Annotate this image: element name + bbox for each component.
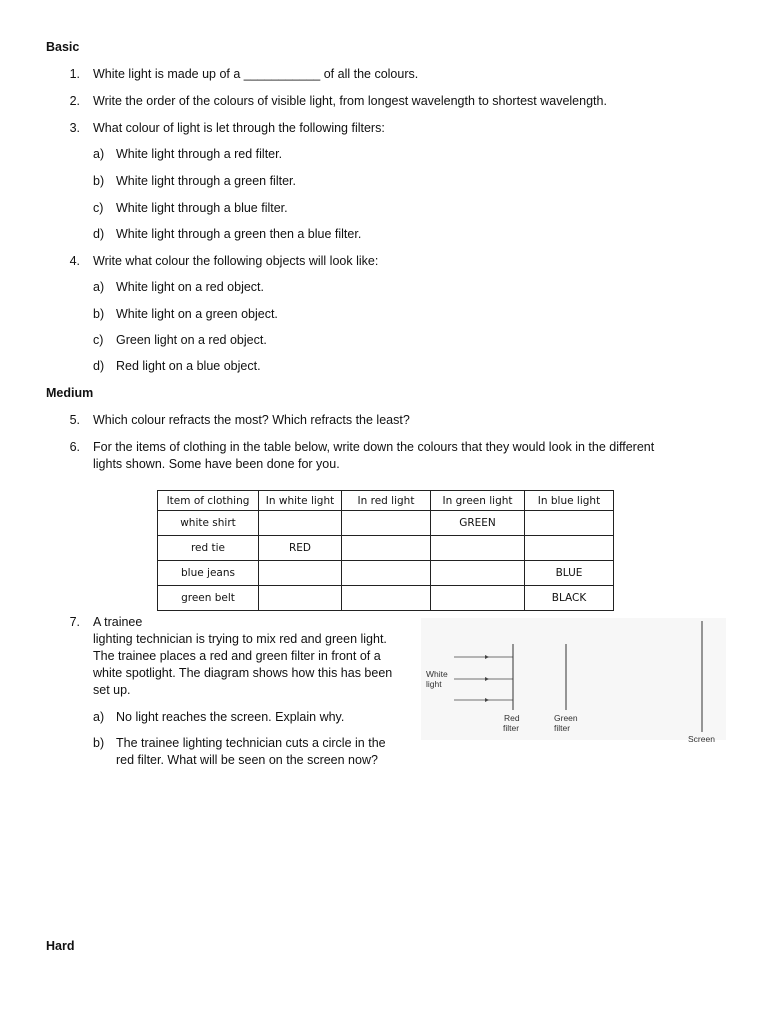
white-light-label: White xyxy=(426,669,448,679)
part-label: a) xyxy=(93,147,105,161)
green-filter-label: Green xyxy=(554,713,578,723)
table-cell: GREEN xyxy=(431,511,525,536)
question-5-text: Which colour refracts the most? Which refracts the least? xyxy=(93,413,410,427)
question-3a-text: White light through a red filter. xyxy=(116,147,283,161)
green-filter-label: filter xyxy=(554,723,571,733)
part-label: b) xyxy=(93,174,105,188)
part-label: c) xyxy=(93,333,104,347)
question-6-text-line1: For the items of clothing in the table below, write down the colours that they would look in the different xyxy=(93,440,655,454)
table-cell: BLUE xyxy=(525,561,614,586)
question-3c-text: White light through a blue filter. xyxy=(116,201,288,215)
table-cell xyxy=(342,511,431,536)
table-cell xyxy=(259,586,342,611)
table-cell: white shirt xyxy=(158,511,259,536)
question-number: 7. xyxy=(69,615,80,629)
red-filter-label: filter xyxy=(503,723,520,733)
question-7-text-line: A trainee xyxy=(93,615,143,629)
question-4c-text: Green light on a red object. xyxy=(116,333,267,347)
question-3d-text: White light through a green then a blue filter. xyxy=(116,227,362,241)
question-number: 2. xyxy=(69,94,80,108)
question-6-text-line2: lights shown. Some have been done for you. xyxy=(93,457,340,471)
table-cell xyxy=(431,536,525,561)
table-header-cell: In blue light xyxy=(525,491,614,511)
table-row xyxy=(158,586,614,611)
table-header-cell: Item of clothing xyxy=(158,491,259,511)
table-row xyxy=(158,536,614,561)
table-cell: green belt xyxy=(158,586,259,611)
part-label: d) xyxy=(93,227,105,241)
white-light-label: light xyxy=(426,679,442,689)
table-row xyxy=(158,511,614,536)
question-number: 6. xyxy=(69,440,80,454)
table-cell: BLACK xyxy=(525,586,614,611)
table-header-cell: In red light xyxy=(342,491,431,511)
question-number: 5. xyxy=(69,413,80,427)
section-heading-basic: Basic xyxy=(46,40,80,54)
table-header-row xyxy=(158,491,614,511)
table-header-cell: In green light xyxy=(431,491,525,511)
part-label: a) xyxy=(93,280,105,294)
table-cell xyxy=(525,511,614,536)
screen-label: Screen xyxy=(688,734,715,744)
table-cell xyxy=(259,561,342,586)
table-cell: red tie xyxy=(158,536,259,561)
question-number: 4. xyxy=(69,254,80,268)
question-4b-text: White light on a green object. xyxy=(116,307,278,321)
question-2-text: Write the order of the colours of visible light, from longest wavelength to shortest wavelength. xyxy=(93,94,607,108)
question-7-text-line: white spotlight. The diagram shows how this has been xyxy=(93,666,393,680)
table-cell xyxy=(525,536,614,561)
question-3-text: What colour of light is let through the following filters: xyxy=(93,121,385,135)
table-cell: RED xyxy=(259,536,342,561)
section-heading-medium: Medium xyxy=(46,386,94,400)
question-number: 1. xyxy=(69,67,80,81)
question-4-text: Write what colour the following objects will look like: xyxy=(93,254,379,268)
question-1-text: White light is made up of a ___________ of all the colours. xyxy=(93,67,419,81)
table-cell xyxy=(342,536,431,561)
filter-diagram xyxy=(421,618,726,746)
section-heading-hard: Hard xyxy=(46,939,75,953)
table-cell xyxy=(431,561,525,586)
question-7-text-line: lighting technician is trying to mix red and green light. xyxy=(93,632,387,646)
table-cell xyxy=(431,586,525,611)
part-label: a) xyxy=(93,710,105,724)
table-header-cell: In white light xyxy=(259,491,342,511)
question-number: 3. xyxy=(69,121,80,135)
clothing-colour-table xyxy=(157,490,614,611)
question-7b-text-line: red filter. What will be seen on the screen now? xyxy=(116,753,378,767)
part-label: c) xyxy=(93,201,104,215)
table-cell: blue jeans xyxy=(158,561,259,586)
question-7a-text: No light reaches the screen. Explain why. xyxy=(116,710,345,724)
question-3b-text: White light through a green filter. xyxy=(116,174,296,188)
question-7-text-line: set up. xyxy=(93,683,131,697)
part-label: b) xyxy=(93,307,105,321)
question-4a-text: White light on a red object. xyxy=(116,280,264,294)
table-cell xyxy=(259,511,342,536)
question-7b-text-line: The trainee lighting technician cuts a circle in the xyxy=(116,736,386,750)
table-row xyxy=(158,561,614,586)
question-4d-text: Red light on a blue object. xyxy=(116,359,261,373)
part-label: b) xyxy=(93,736,105,750)
table-cell xyxy=(342,561,431,586)
table-cell xyxy=(342,586,431,611)
question-7-text-line: The trainee places a red and green filter in front of a xyxy=(93,649,381,663)
part-label: d) xyxy=(93,359,105,373)
red-filter-label: Red xyxy=(504,713,520,723)
